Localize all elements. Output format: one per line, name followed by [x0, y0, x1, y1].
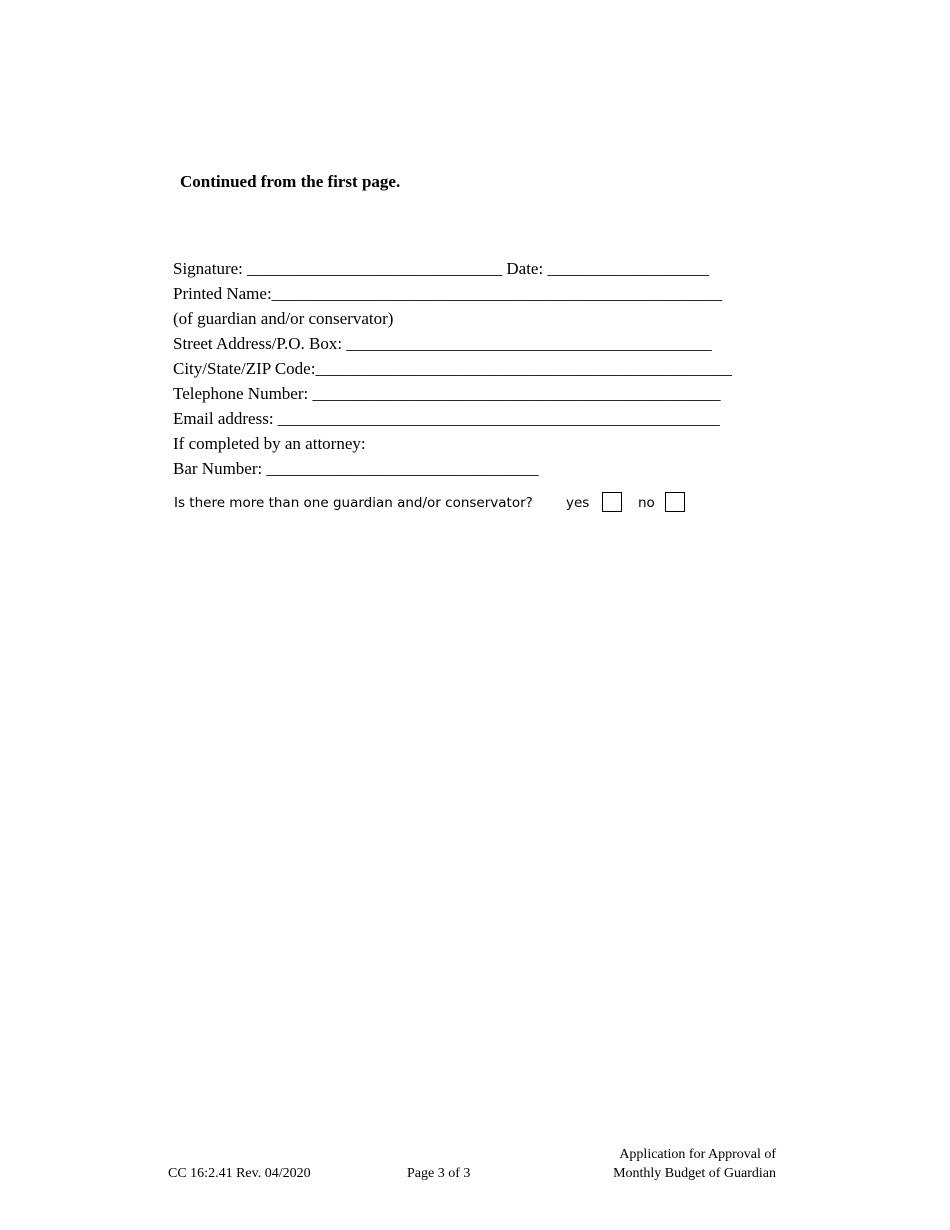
- form-code: CC 16:2.41 Rev. 04/2020: [168, 1166, 311, 1181]
- no-label: no: [638, 495, 655, 511]
- street-address-field[interactable]: Street Address/P.O. Box: ___________________________________________: [173, 334, 712, 353]
- page-number: Page 3 of 3: [407, 1166, 471, 1181]
- question-text: Is there more than one guardian and/or conservator?: [174, 495, 533, 511]
- bar-number-field[interactable]: Bar Number: ________________________________: [173, 459, 539, 478]
- signature-date-field[interactable]: Signature: ______________________________ Date: ___________________: [173, 259, 709, 278]
- telephone-field[interactable]: Telephone Number: ________________________________________________: [173, 384, 721, 403]
- multiple-guardian-question: [174, 492, 694, 516]
- city-state-zip-field[interactable]: City/State/ZIP Code:_________________________________________________: [173, 359, 732, 378]
- form-title-line2: Monthly Budget of Guardian: [613, 1166, 776, 1181]
- yes-label: yes: [566, 495, 590, 511]
- printed-name-field[interactable]: Printed Name:_____________________________________________________: [173, 284, 723, 303]
- no-checkbox[interactable]: [665, 492, 685, 512]
- guardian-note: (of guardian and/or conservator): [173, 309, 394, 328]
- email-field[interactable]: Email address: ____________________________________________________: [173, 409, 720, 428]
- attorney-note: If completed by an attorney:: [173, 434, 366, 453]
- page-heading: Continued from the first page.: [180, 172, 401, 191]
- yes-checkbox[interactable]: [602, 492, 622, 512]
- form-title: [580, 1145, 776, 1183]
- form-title-line1: Application for Approval of: [619, 1147, 776, 1162]
